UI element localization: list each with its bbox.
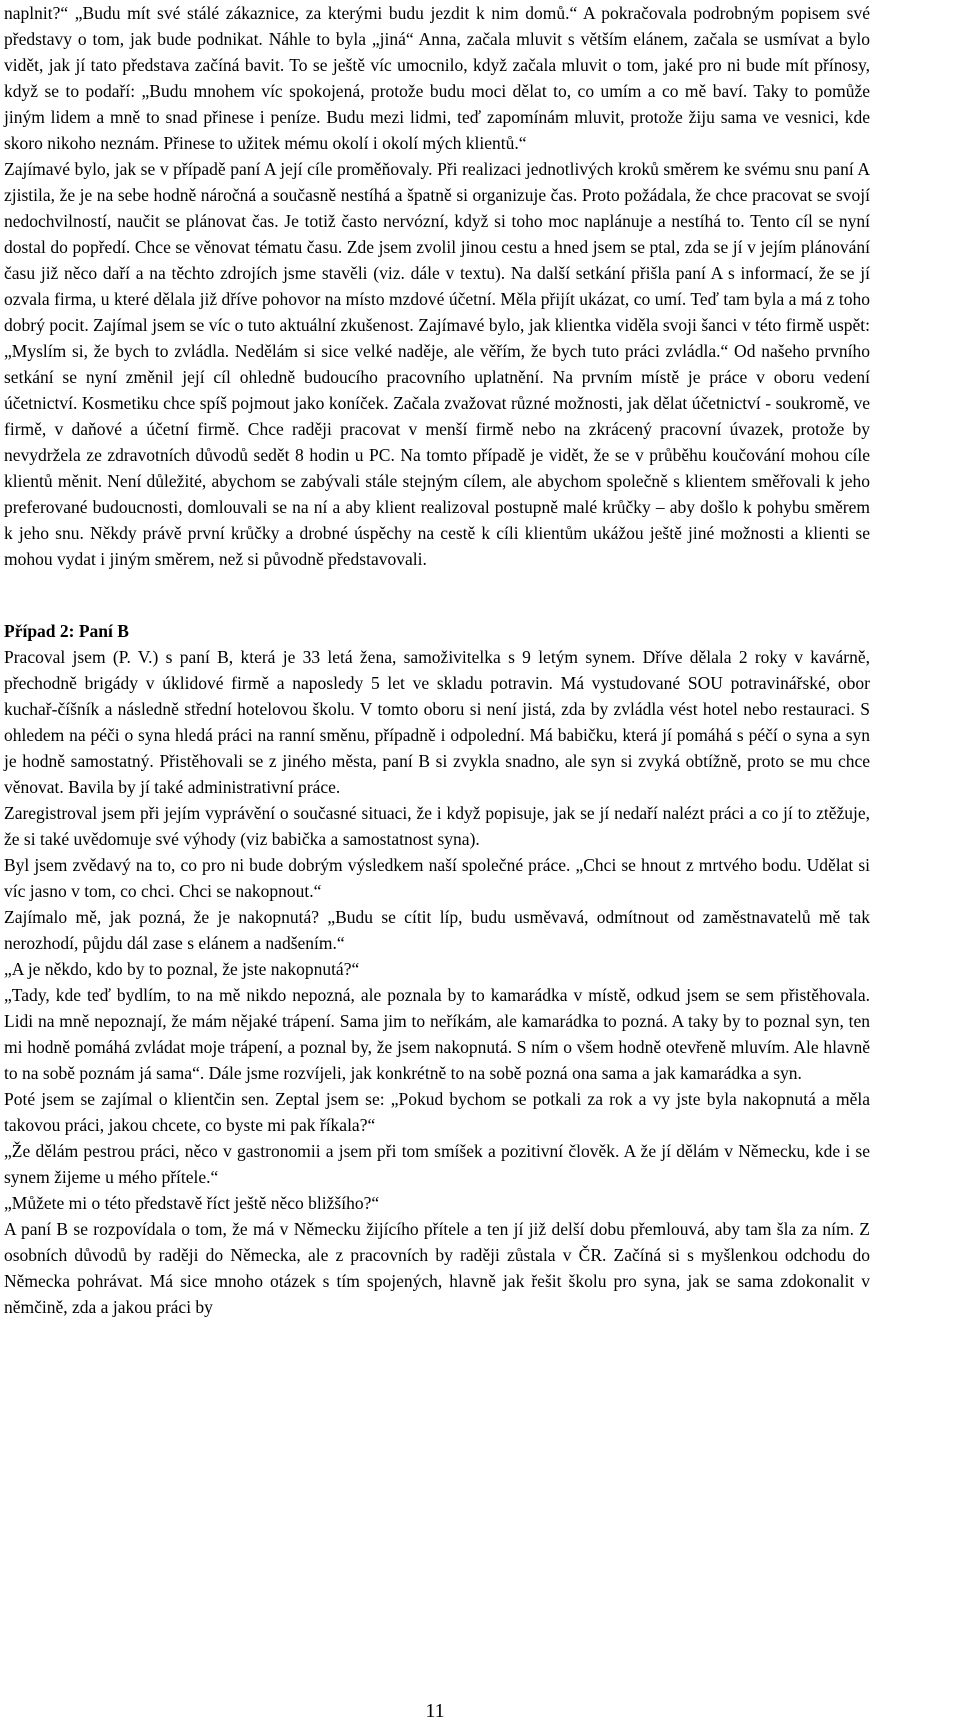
paragraph: „Můžete mi o této představě říct ještě něco bližšího?“ xyxy=(4,1193,380,1213)
paragraph: „Že dělám pestrou práci, něco v gastronomii a jsem při tom smíšek a pozitivní člověk. A že jí dělám v Německu, kde i se synem žijeme u mého přítele.“ xyxy=(4,1141,870,1187)
paragraph: Zajímavé bylo, jak se v případě paní A její cíle proměňovaly. Při realizaci jednotlivých kroků směrem ke svému snu paní A zjistila, že je na sebe hodně náročná a současně nestíhá a špatně si organizuje čas. Proto požádala, že chce pracovat se svojí nedochvilností, naučit se plánovat čas. Je totiž často nervózní, když si toho moc naplánuje a nestíhá to. Tento cíl se nyní dostal do popředí. Chce se věnovat tématu času. Zde jsem zvolil jinou cestu a hned jsem se ptal, zda se jí v jejím plánování času již něco daří a na těchto zdrojích jsme stavěli (viz. dále v textu). Na další setkání přišla paní A s informací, že se jí ozvala firma, u které dělala již dříve pohovor na místo mzdové účetní. Měla přijít ukázat, co umí. Teď tam byla a má z toho dobrý pocit. Zajímal jsem se víc o tuto aktuální zkušenost. Zajímavé bylo, jak klientka viděla svoji šanci v této firmě uspět: „Myslím si, že bych to zvládla. Nedělám si sice velké naděje, ale věřím, že bych tuto práci zvládla.“ Od našeho prvního setkání se nyní změnil její cíl ohledně budoucího pracovního uplatnění. Na prvním místě je práce v oboru vedení účetnictví. Kosmetiku chce spíš pojmout jako koníček. Začala zvažovat různé možnosti, jak dělat účetnictví - soukromě, ve firmě, v daňové a účetní firmě. Chce raději pracovat v menší firmě nebo na zkrácený pracovní úvazek, protože by nevydržela ze zdravotních důvodů sedět 8 hodin u PC. Na tomto případě je vidět, že se v průběhu koučování mohou cíle klientů měnit. Není důležité, abychom se zabývali stále stejným cílem, ale abychom společně s klientem směřovali k jeho preferované budoucnosti, domlouvali se na ní a aby klient realizoval postupně malé krůčky – aby došlo k pohybu směrem k jeho snu. Někdy právě první krůčky a drobné úspěchy na cestě k cíli klientům ukážou ještě jiné možnosti a klienti se mohou vydat i jiným směrem, než si původně představovali. xyxy=(4,159,870,569)
page-number: 11 xyxy=(425,1700,445,1722)
section-heading: Případ 2: Paní B xyxy=(4,621,129,641)
paragraph: Poté jsem se zajímal o klientčin sen. Zeptal jsem se: „Pokud bychom se potkali za rok a vy jste byla nakopnutá a měla takovou práci, jakou chcete, co byste mi pak říkala?“ xyxy=(4,1089,870,1135)
paragraph: naplnit?“ „Budu mít své stálé zákaznice, za kterými budu jezdit k nim domů.“ A pokračovala podrobným popisem své představy o tom, jak bude podnikat. Náhle to byla „jiná“ Anna, začala mluvit s větším elánem, začala se usmívat a bylo vidět, jak jí tato představa začíná bavit. To se ještě víc umocnilo, když začala mluvit o tom, jaké pro ni bude mít přínosy, když se to podaří: „Budu mnohem víc spokojená, protože budu moci dělat to, co umím a co mě baví. Taky to pomůže jiným lidem a mně to snad přinese i peníze. Budu mezi lidmi, teď zapomínám mluvit, protože žiju sama ve vesnici, kde skoro nikoho neznám. Přinese to užitek mému okolí i okolí mých klientů.“ xyxy=(4,3,870,153)
paragraph: Byl jsem zvědavý na to, co pro ni bude dobrým výsledkem naší společné práce. „Chci se hnout z mrtvého bodu. Udělat si víc jasno v tom, co chci. Chci se nakopnout.“ xyxy=(4,855,870,901)
paragraph: Zaregistroval jsem při jejím vyprávění o současné situaci, že i když popisuje, jak se jí nedaří nalézt práci a co jí to ztěžuje, že si také uvědomuje své výhody (viz babička a samostatnost syna). xyxy=(4,803,870,849)
paragraph: „Tady, kde teď bydlím, to na mě nikdo nepozná, ale poznala by to kamarádka v místě, odkud jsem se sem přistěhovala. Lidi na mně nepoznají, že mám nějaké trápení. Sama jim to neříkám, ale kamarádka to pozná. A taky by to poznal syn, ten mi hodně pomáhá zvládat moje trápení, a poznal by, že jsem nakopnutá. S ním o všem hodně otevřeně mluvím. Ale hlavně to na sobě poznám já sama“. Dále jsme rozvíjeli, jak konkrétně to na sobě pozná ona sama a jak kamarádka a syn. xyxy=(4,985,870,1083)
section-spacer xyxy=(4,572,870,598)
paragraph: „A je někdo, kdo by to poznal, že jste nakopnutá?“ xyxy=(4,959,360,979)
paragraph: A paní B se rozpovídala o tom, že má v Německu žijícího přítele a ten jí již delší dobu přemlouvá, aby tam šla za ním. Z osobních důvodů by raději do Německa, ale z pracovních by raději zůstala v ČR. Začíná si s myšlenkou odchodu do Německa pohrávat. Má sice mnoho otázek s tím spojených, hlavně jak řešit školu pro syna, jak se sama zdokonalit v němčině, zda a jakou práci by xyxy=(4,1219,870,1317)
paragraph: Pracoval jsem (P. V.) s paní B, která je 33 letá žena, samoživitelka s 9 letým synem. Dříve dělala 2 roky v kavárně, přechodně brigády v úklidové firmě a naposledy 5 let ve skladu potravin. Má vystudované SOU potravinářské, obor kuchař-číšník a následně střední hotelovou školu. V tomto oboru si není jistá, zda by zvládla vést hotel nebo restauraci. S ohledem na péči o syna hledá práci na ranní směnu, případně i odpolední. Má babičku, která jí pomáhá s péčí o syna a syn je hodně samostatný. Přistěhovali se z jiného města, paní B si zvykla snadno, ale syn si zvyká obtížně, proto se mu chce věnovat. Bavila by jí také administrativní práce. xyxy=(4,647,870,797)
section-spacer xyxy=(4,598,870,618)
document-body xyxy=(4,0,870,1320)
paragraph: Zajímalo mě, jak pozná, že je nakopnutá? „Budu se cítit líp, budu usměvavá, odmítnout od zaměstnavatelů mě tak nerozhodí, půjdu dál zase s elánem a nadšením.“ xyxy=(4,907,870,953)
